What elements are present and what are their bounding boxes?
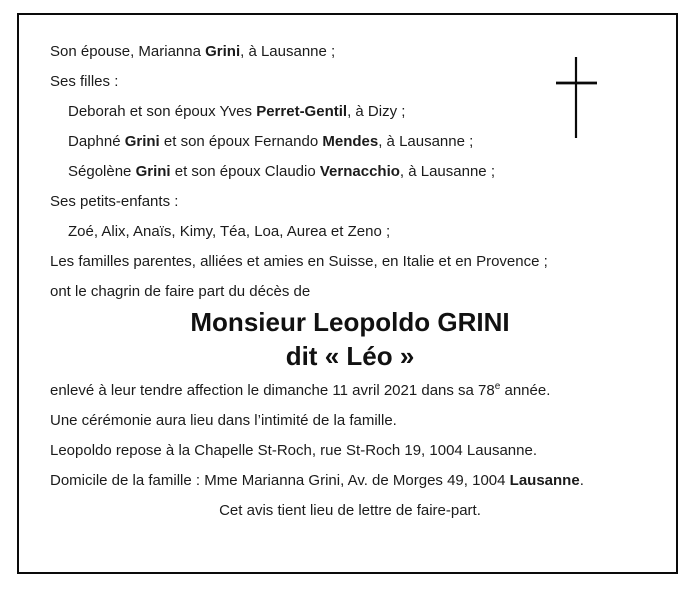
details-block: [50, 376, 650, 526]
spouse-line-post: , à Lausanne ;: [240, 43, 336, 60]
spouse-family-name: Grini: [205, 43, 241, 60]
daughter3-pre: Ségolène: [68, 163, 136, 180]
daughter2-spouse-name: Mendes: [322, 133, 379, 150]
notice-border-frame: [17, 13, 678, 574]
repose-line: Leopoldo repose à la Chapelle St-Roch, rue St-Roch 19, 1004 Lausanne.: [50, 442, 537, 459]
daughter2-post: , à Lausanne ;: [378, 133, 474, 150]
daughter1-line: [50, 97, 650, 127]
daughter3-post: , à Lausanne ;: [399, 163, 495, 180]
deceased-nickname-title: dit « Léo »: [285, 341, 415, 371]
daughter3-line: [50, 157, 650, 187]
announcement-line: ont le chagrin de faire part du décès de: [50, 283, 311, 300]
daughter3-spouse-name: Vernacchio: [319, 163, 400, 180]
death-date-line: [50, 376, 650, 406]
daughter1-pre: Deborah et son époux Yves: [68, 103, 257, 120]
daughter3-mid: et son époux Claudio: [170, 163, 320, 180]
residence-post: .: [579, 472, 584, 489]
residence-line: [50, 466, 650, 496]
daughter2-family-name: Grini: [124, 133, 160, 150]
grandchildren-line: Zoé, Alix, Anaïs, Kimy, Téa, Loa, Aurea et Zeno ;: [68, 223, 391, 240]
extended-families-line: Les familles parentes, alliées et amies en Suisse, en Italie et en Provence ;: [50, 253, 548, 270]
daughter2-pre: Daphné: [68, 133, 125, 150]
daughter2-mid: et son époux Fernando: [159, 133, 323, 150]
daughters-label-line: Ses filles :: [50, 73, 119, 90]
ceremony-line: Une cérémonie aura lieu dans l’intimité de la famille.: [50, 412, 397, 429]
daughter3-family-name: Grini: [135, 163, 171, 180]
residence-pre: Domicile de la famille : Mme Marianna Grini, Av. de Morges 49, 1004: [50, 472, 510, 489]
deceased-name-title: Monsieur Leopoldo GRINI: [190, 307, 510, 337]
deceased-title-block: [50, 305, 650, 373]
death-age-superscript: e: [494, 381, 501, 392]
grandchildren-label-line: Ses petits-enfants :: [50, 193, 179, 210]
notice-text-block: [50, 37, 650, 526]
death-date-pre: enlevé à leur tendre affection le dimanche 11 avril 2021 dans sa 78: [50, 382, 495, 399]
daughter2-line: [50, 127, 650, 157]
closing-line: Cet avis tient lieu de lettre de faire-part.: [219, 502, 481, 519]
residence-city: Lausanne: [509, 472, 580, 489]
daughter1-family-name: Perret-Gentil: [256, 103, 348, 120]
spouse-line-pre: Son épouse, Marianna: [50, 43, 206, 60]
daughter1-post: , à Dizy ;: [347, 103, 406, 120]
death-date-post: année.: [500, 382, 551, 399]
spouse-line: [50, 37, 650, 67]
